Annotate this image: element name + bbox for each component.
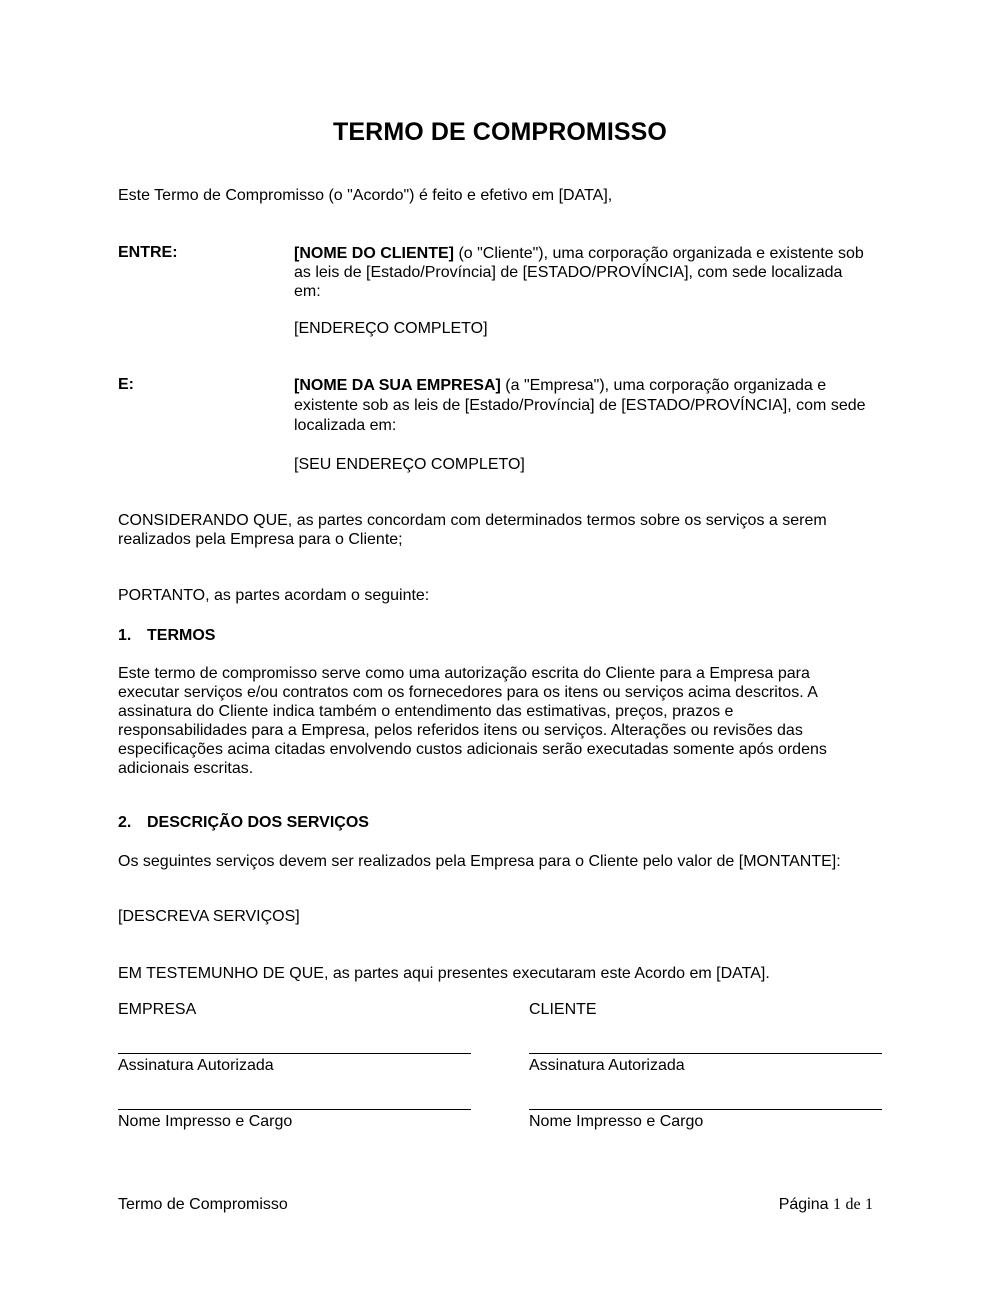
text-line: responsabilidades para a Empresa, pelos referidos itens ou serviços. Alterações ou revisões das [118,722,803,739]
therefore-paragraph: PORTANTO, as partes acordam o seguinte: [118,587,430,604]
text-line: adicionais escritas. [118,760,254,777]
text-line: assinatura do Cliente indica também o entendimento das estimativas, preços, prazos e [118,703,734,720]
party-text-line: (a "Empresa"), uma corporação organizada e [500,377,827,394]
document-title: TERMO DE COMPROMISSO [333,118,667,146]
signature-block-client [529,1001,882,1019]
signature-line [118,1053,471,1054]
section-2-body: Os seguintes serviços devem ser realizados pela Empresa para o Cliente pelo valor de [MONTANTE]: [118,853,841,870]
name-line [529,1109,882,1110]
signature-party-label: EMPRESA [118,1001,197,1018]
footer-document-name: Termo de Compromisso [118,1196,288,1213]
party-description-company [294,376,894,436]
party-description-client [294,244,894,301]
party-label-company: E: [118,376,134,393]
text-line: realizados pela Empresa para o Cliente; [118,531,403,548]
party-text-line: as leis de [Estado/Província] de [ESTADO/PROVÍNCIA], com sede localizada [294,264,843,281]
footer-page-number [779,1196,873,1214]
company-address: [SEU ENDEREÇO COMPLETO] [294,456,525,473]
name-title-label: Nome Impresso e Cargo [118,1113,293,1130]
whereas-paragraph [118,511,888,549]
page-current: 1 [832,1196,841,1213]
signature-label: Assinatura Autorizada [529,1057,685,1074]
signature-label: Assinatura Autorizada [118,1057,274,1074]
section-number: 1. [118,627,132,644]
signature-party-label: CLIENTE [529,1001,597,1018]
name-title-label: Nome Impresso e Cargo [529,1113,704,1130]
text-line: Este termo de compromisso serve como uma autorização escrita do Cliente para a Empresa para [118,665,810,682]
party-text-line: (o "Cliente"), uma corporação organizada e existente sob [454,245,864,262]
page-of: de [845,1196,861,1213]
section-1-body [118,664,888,778]
signature-block-company [118,1001,471,1019]
section-title: TERMOS [147,627,216,644]
section-1-heading [118,627,215,645]
witness-paragraph: EM TESTEMUNHO DE QUE, as partes aqui presentes executaram este Acordo em [DATA]. [118,965,770,982]
page-word: Página [778,1196,829,1213]
party-text-line: em: [294,283,321,300]
name-line [118,1109,471,1110]
client-name: [NOME DO CLIENTE] [294,245,454,262]
party-text-line: localizada em: [294,417,397,434]
party-label-client: ENTRE: [118,244,178,261]
text-line: executar serviços e/ou contratos com os fornecedores para os itens ou serviços acima descritos. A [118,684,818,701]
intro-paragraph: Este Termo de Compromisso (o "Acordo") é feito e efetivo em [DATA], [118,187,613,204]
section-number: 2. [118,814,132,831]
section-2-heading [118,814,369,832]
text-line: CONSIDERANDO QUE, as partes concordam com determinados termos sobre os serviços a serem [118,512,827,529]
services-placeholder: [DESCREVA SERVIÇOS] [118,908,300,925]
client-address: [ENDEREÇO COMPLETO] [294,320,488,337]
company-name: [NOME DA SUA EMPRESA] [294,377,501,394]
party-text-line: existente sob as leis de [Estado/Província] de [ESTADO/PROVÍNCIA], com sede [294,397,866,414]
page-total: 1 [865,1196,873,1213]
text-line: especificações acima citadas envolvendo custos adicionais serão executadas somente após ordens [118,741,827,758]
signature-line [529,1053,882,1054]
section-title: DESCRIÇÃO DOS SERVIÇOS [147,814,369,831]
